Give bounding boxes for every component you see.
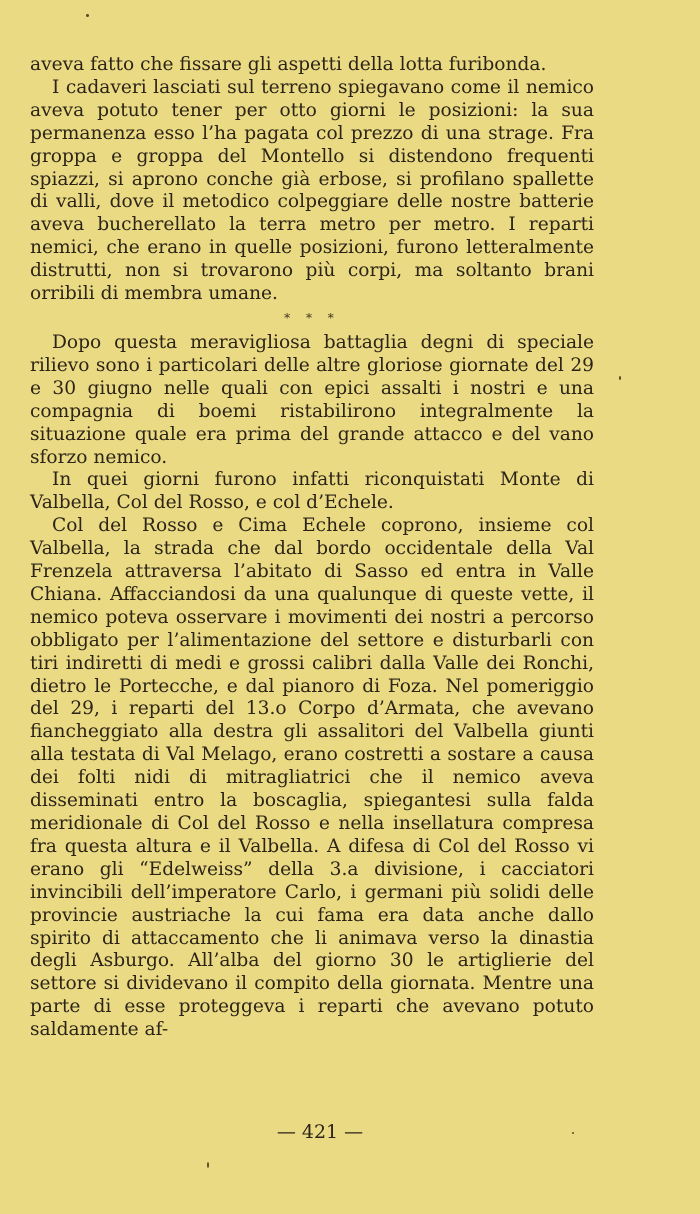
section-break: * * * (284, 310, 340, 325)
paragraph-cadaveri: I cadaveri lasciati sul terreno spiegavano come il nemico aveva potuto tener per otto giorni le posizioni: la sua permanenza esso l’ha pagata col prezzo di una strage. Fra groppa e groppa del Montello si distendono frequenti spiazzi, si aprono conche già erbose, si profilano spallette di valli, dove il metodico colpeggiare delle nostre batterie aveva bucherellato la terra metro per metro. I reparti nemici, che erano in quelle posizioni, furono letteralmente distrutti, non si trovarono più corpi, ma soltanto brani orribili di membra umane. (30, 76, 594, 305)
paper-speck (207, 1162, 209, 1168)
paragraph-col-del-rosso: Col del Rosso e Cima Echele coprono, insieme col Valbella, la strada che dal bordo occidentale della Val Frenzela attraversa l’abitato di Sasso ed entra in Valle Chiana. Affacciandosi da una qualunque di queste vette, il nemico poteva osservare i movimenti dei nostri a percorso obbligato per l’alimentazione del settore e disturbarli con tiri indiretti di medi e grossi calibri dalla Valle dei Ronchi, dietro le Portecche, e dal pianoro di Foza. Nel pomeriggio del 29, i reparti del 13.o Corpo d’Armata, che avevano fiancheggiato alla destra gli assalitori del Valbella giunti alla testata di Val Melago, erano costretti a sostare a causa dei folti nidi di mitragliatrici che il nemico aveva disseminati entro la boscaglia, spiegantesi sulla falda meridionale di Col del Rosso e nella insellatura compresa fra questa altura e il Valbella. A difesa di Col del Rosso vi erano gli “Edelweiss” della 3.a divisione, i cacciatori invincibili dell’imperatore Carlo, i germani più solidi delle provincie austriache la cui fama era data anche dallo spirito di attaccamento che li animava verso la dinastia degli Asburgo. All’alba del giorno 30 le artiglierie del settore si dividevano il compito della giornata. Mentre una parte di esse proteggeva i reparti che avevano potuto saldamente af- (30, 515, 594, 1041)
page-body (30, 54, 594, 1042)
paragraph-in-quei-giorni: In quei giorni furono infatti riconquistati Monte di Valbella, Col del Rosso, e col d’Echele. (30, 469, 594, 514)
page-number: — 421 — (276, 1121, 364, 1143)
paragraph-continued: aveva fatto che fissare gli aspetti della lotta furibonda. (30, 54, 547, 75)
paper-speck (572, 1132, 574, 1134)
paragraph-dopo: Dopo questa meravigliosa battaglia degni di speciale rilievo sono i particolari delle altre gloriose giornate del 29 e 30 giugno nelle quali con epici assalti i nostri e una compagnia di boemi ristabilirono integralmente la situazione quale era prima del grande attacco e del vano sforzo nemico. (30, 331, 594, 468)
paper-speck (86, 14, 89, 17)
paper-speck (619, 376, 621, 380)
